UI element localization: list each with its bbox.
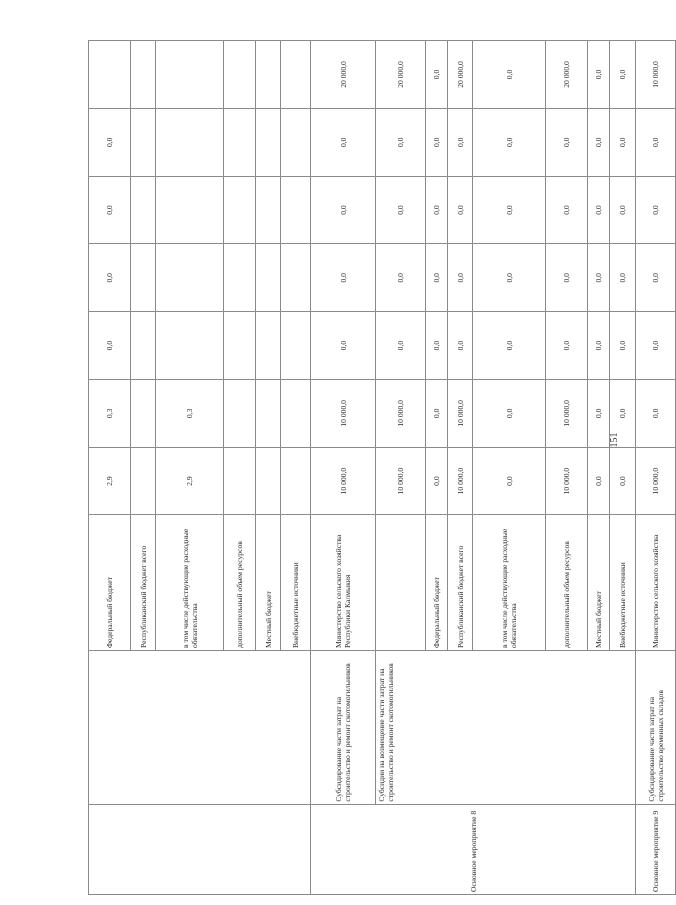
budget-table [88, 40, 676, 895]
value-cell [89, 41, 131, 109]
value-cell: 0,0 [610, 447, 636, 515]
source-cell: Внебюджетные источники [281, 515, 311, 651]
value-cell: 10 000,0 [546, 379, 588, 447]
source-cell: Республиканский бюджет всего [448, 515, 473, 651]
value-cell [281, 447, 311, 515]
value-cell [256, 244, 281, 312]
value-cell [224, 176, 256, 244]
value-cell: 0,0 [426, 379, 448, 447]
value-cell: 0,0 [636, 176, 676, 244]
value-cell: 0,0 [636, 312, 676, 380]
value-cell: 0,0 [588, 176, 610, 244]
value-cell: 0,0 [473, 41, 546, 109]
page-number: 151 [609, 432, 620, 448]
source-cell: Министерство сельского хозяйства Республики Калмыкия [311, 515, 376, 651]
value-cell: 0,0 [546, 176, 588, 244]
value-cell: 0,0 [610, 379, 636, 447]
value-cell: 20 000,0 [376, 41, 426, 109]
value-cell: 0,0 [376, 244, 426, 312]
table-row [636, 41, 676, 895]
value-cell: 0,0 [89, 176, 131, 244]
value-cell: 0,0 [473, 108, 546, 176]
value-cell: 0,0 [426, 447, 448, 515]
value-cell: 0,0 [610, 176, 636, 244]
value-cell: 0,0 [311, 108, 376, 176]
value-cell: 0,0 [426, 176, 448, 244]
value-cell [224, 447, 256, 515]
value-cell [224, 41, 256, 109]
value-cell: 2,9 [89, 447, 131, 515]
value-cell: 0,0 [473, 176, 546, 244]
value-cell: 0,0 [588, 108, 610, 176]
value-cell [224, 379, 256, 447]
value-cell [131, 41, 156, 109]
value-cell: 0,0 [473, 244, 546, 312]
value-cell: 10 000,0 [311, 447, 376, 515]
source-cell: в том числе действующие расходные обязательства [156, 515, 224, 651]
source-cell: дополнительный объем ресурсов [224, 515, 256, 651]
value-cell [156, 312, 224, 380]
value-cell: 0,0 [448, 312, 473, 380]
value-cell: 0,0 [426, 244, 448, 312]
value-cell: 0,0 [89, 312, 131, 380]
event-name-cell: Субсидирование части затрат на строительство временных складов [636, 651, 676, 805]
value-cell: 0,0 [546, 244, 588, 312]
value-cell [256, 379, 281, 447]
source-cell: дополнительный объем ресурсов [546, 515, 588, 651]
source-cell: Министерство сельского хозяйства [636, 515, 676, 651]
event-cell: Основное мероприятие 9 [636, 804, 676, 894]
value-cell [156, 108, 224, 176]
value-cell: 0,0 [588, 312, 610, 380]
value-cell [156, 244, 224, 312]
source-cell: Местный бюджет [256, 515, 281, 651]
value-cell [256, 41, 281, 109]
table-row [376, 41, 426, 895]
source-cell: Республиканский бюджет всего [131, 515, 156, 651]
value-cell [131, 447, 156, 515]
value-cell: 0,0 [89, 244, 131, 312]
value-cell: 0,0 [473, 447, 546, 515]
value-cell: 0,0 [636, 108, 676, 176]
value-cell: 0,0 [376, 176, 426, 244]
value-cell [281, 41, 311, 109]
value-cell: 0,0 [546, 312, 588, 380]
event-name-cell: Субсидирование части затрат на строительство и ремонт скотомогильников [311, 651, 376, 805]
value-cell: 20 000,0 [448, 41, 473, 109]
value-cell: 0,0 [311, 312, 376, 380]
value-cell [224, 108, 256, 176]
value-cell: 0,0 [473, 312, 546, 380]
value-cell: 10 000,0 [546, 447, 588, 515]
value-cell [281, 108, 311, 176]
value-cell: 2,9 [156, 447, 224, 515]
value-cell: 20 000,0 [546, 41, 588, 109]
value-cell: 0,0 [426, 312, 448, 380]
value-cell: 0,0 [311, 176, 376, 244]
event-name-cell: Субсидии на возмещение части затрат на строительство и ремонт скотомогильников [376, 651, 636, 805]
source-cell: Местный бюджет [588, 515, 610, 651]
value-cell: 0,0 [610, 244, 636, 312]
value-cell [131, 108, 156, 176]
value-cell: 0,0 [376, 108, 426, 176]
value-cell [256, 447, 281, 515]
value-cell: 0,3 [89, 379, 131, 447]
value-cell [156, 176, 224, 244]
value-cell: 0,0 [588, 379, 610, 447]
value-cell [131, 312, 156, 380]
value-cell: 10 000,0 [636, 41, 676, 109]
value-cell: 20 000,0 [311, 41, 376, 109]
value-cell [224, 312, 256, 380]
value-cell: 10 000,0 [376, 447, 426, 515]
source-cell: в том числе действующие расходные обязательства [473, 515, 546, 651]
value-cell [256, 176, 281, 244]
value-cell: 0,0 [426, 108, 448, 176]
value-cell [156, 41, 224, 109]
event-name-cell [89, 651, 311, 805]
value-cell: 0,0 [89, 108, 131, 176]
table-row [311, 41, 376, 895]
source-cell: Федеральный бюджет [89, 515, 131, 651]
value-cell: 0,0 [636, 244, 676, 312]
value-cell: 0,0 [448, 108, 473, 176]
value-cell [281, 379, 311, 447]
value-cell: 0,3 [156, 379, 224, 447]
value-cell: 0,0 [610, 108, 636, 176]
source-cell [376, 515, 426, 651]
value-cell [224, 244, 256, 312]
value-cell: 10 000,0 [636, 447, 676, 515]
value-cell: 0,0 [610, 312, 636, 380]
value-cell: 10 000,0 [311, 379, 376, 447]
source-cell: Внебюджетные источники [610, 515, 636, 651]
value-cell: 0,0 [376, 312, 426, 380]
value-cell [281, 312, 311, 380]
value-cell: 0,0 [546, 108, 588, 176]
value-cell [131, 379, 156, 447]
value-cell: 10 000,0 [448, 379, 473, 447]
event-cell: Основное мероприятие 8 [311, 804, 636, 894]
value-cell: 0,0 [610, 41, 636, 109]
value-cell: 0,0 [636, 379, 676, 447]
value-cell [281, 244, 311, 312]
value-cell [256, 108, 281, 176]
value-cell [256, 312, 281, 380]
value-cell: 0,0 [473, 379, 546, 447]
value-cell: 0,0 [588, 41, 610, 109]
value-cell: 0,0 [311, 244, 376, 312]
value-cell: 0,0 [588, 447, 610, 515]
value-cell [131, 244, 156, 312]
value-cell: 0,0 [448, 244, 473, 312]
event-cell [89, 804, 311, 894]
value-cell: 10 000,0 [448, 447, 473, 515]
value-cell: 0,0 [426, 41, 448, 109]
value-cell: 0,0 [588, 244, 610, 312]
value-cell: 0,0 [448, 176, 473, 244]
value-cell [281, 176, 311, 244]
table-row [89, 41, 131, 895]
value-cell: 10 000,0 [376, 379, 426, 447]
value-cell [131, 176, 156, 244]
source-cell: Федеральный бюджет [426, 515, 448, 651]
